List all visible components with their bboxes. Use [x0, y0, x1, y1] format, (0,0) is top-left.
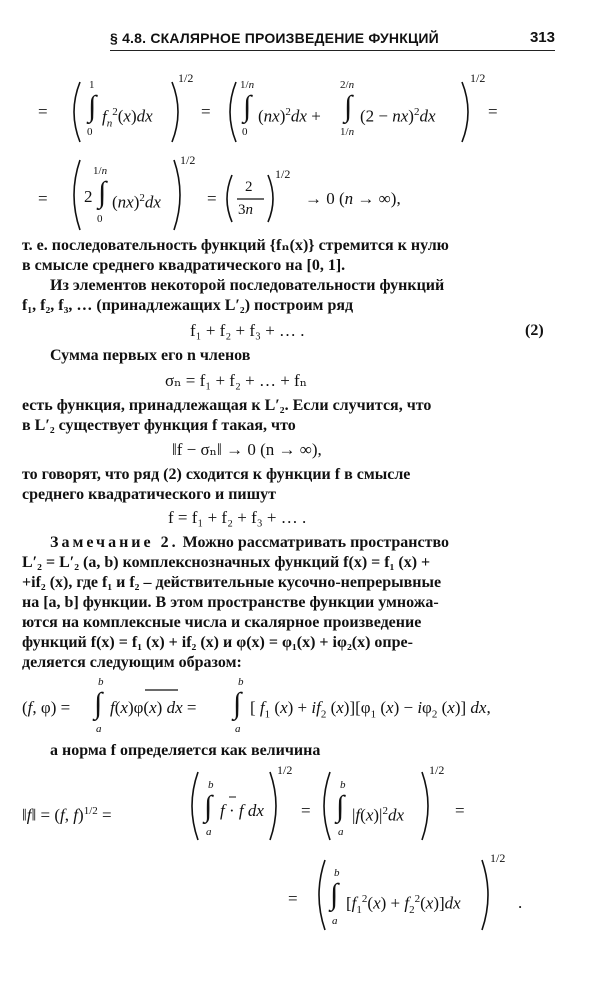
- text-line: среднего квадратического и пишут: [22, 486, 277, 503]
- remark-label: Замечание 2.: [50, 534, 179, 551]
- remark-line-5: ются на комплексные числа и скалярное произведение: [22, 614, 422, 631]
- sum-formula: f = f₁ + f₂ + f₃ + … .: [168, 508, 307, 527]
- remark-line-2: L′₂ = L′₂ (a, b) комплекснозначных функций f(x) = f₁ (x) +: [22, 554, 431, 571]
- equation-number: (2): [525, 322, 544, 339]
- partial-sum-formula: σₙ = f₁ + f₂ + … + fₙ: [165, 371, 308, 390]
- series-formula: f₁ + f₂ + f₃ + … .: [190, 321, 305, 340]
- remark-line-6: функций f(x) = f₁ (x) + if₂ (x) и φ(x) = φ₁(x) + iφ₂(x) опре-: [22, 634, 413, 651]
- text-line: Из элементов некоторой последовательности функций: [50, 277, 445, 294]
- remark-line-1: Можно рассматривать пространство: [182, 534, 449, 551]
- text-line: в L′₂ существует функция f такая, что: [22, 417, 296, 434]
- limit-formula: ‖f − σₙ‖ → 0 (n → ∞),: [172, 440, 322, 459]
- remark-line: [50, 533, 449, 553]
- text-line: есть функция, принадлежащая к L′₂. Если случится, что: [22, 397, 432, 414]
- text-line: т. е. последовательность функций {fₙ(x)} стремится к нулю: [22, 237, 449, 254]
- running-header: [110, 28, 555, 51]
- text-line: а норма f определяется как величина: [50, 742, 321, 759]
- page-number: 313: [529, 29, 555, 46]
- remark-line-3: +if₂ (x), где f₁ и f₂ – действительные кусочно-непрерывные: [22, 574, 442, 591]
- remark-line-4: на [a, b] функции. В этом пространстве функции умножа-: [22, 594, 439, 611]
- text-line: Сумма первых его n членов: [50, 347, 251, 364]
- text-line: то говорят, что ряд (2) сходится к функции f в смысле: [22, 466, 411, 483]
- remark-line-7: деляется следующим образом:: [22, 654, 242, 671]
- text-line: f₁, f₂, f₃, … (принадлежащих L′₂) построим ряд: [22, 297, 354, 314]
- text-line: в смысле среднего квадратического на [0, 1].: [22, 257, 346, 274]
- header-title: § 4.8. СКАЛЯРНОЕ ПРОИЗВЕДЕНИЕ ФУНКЦИЙ: [110, 30, 439, 46]
